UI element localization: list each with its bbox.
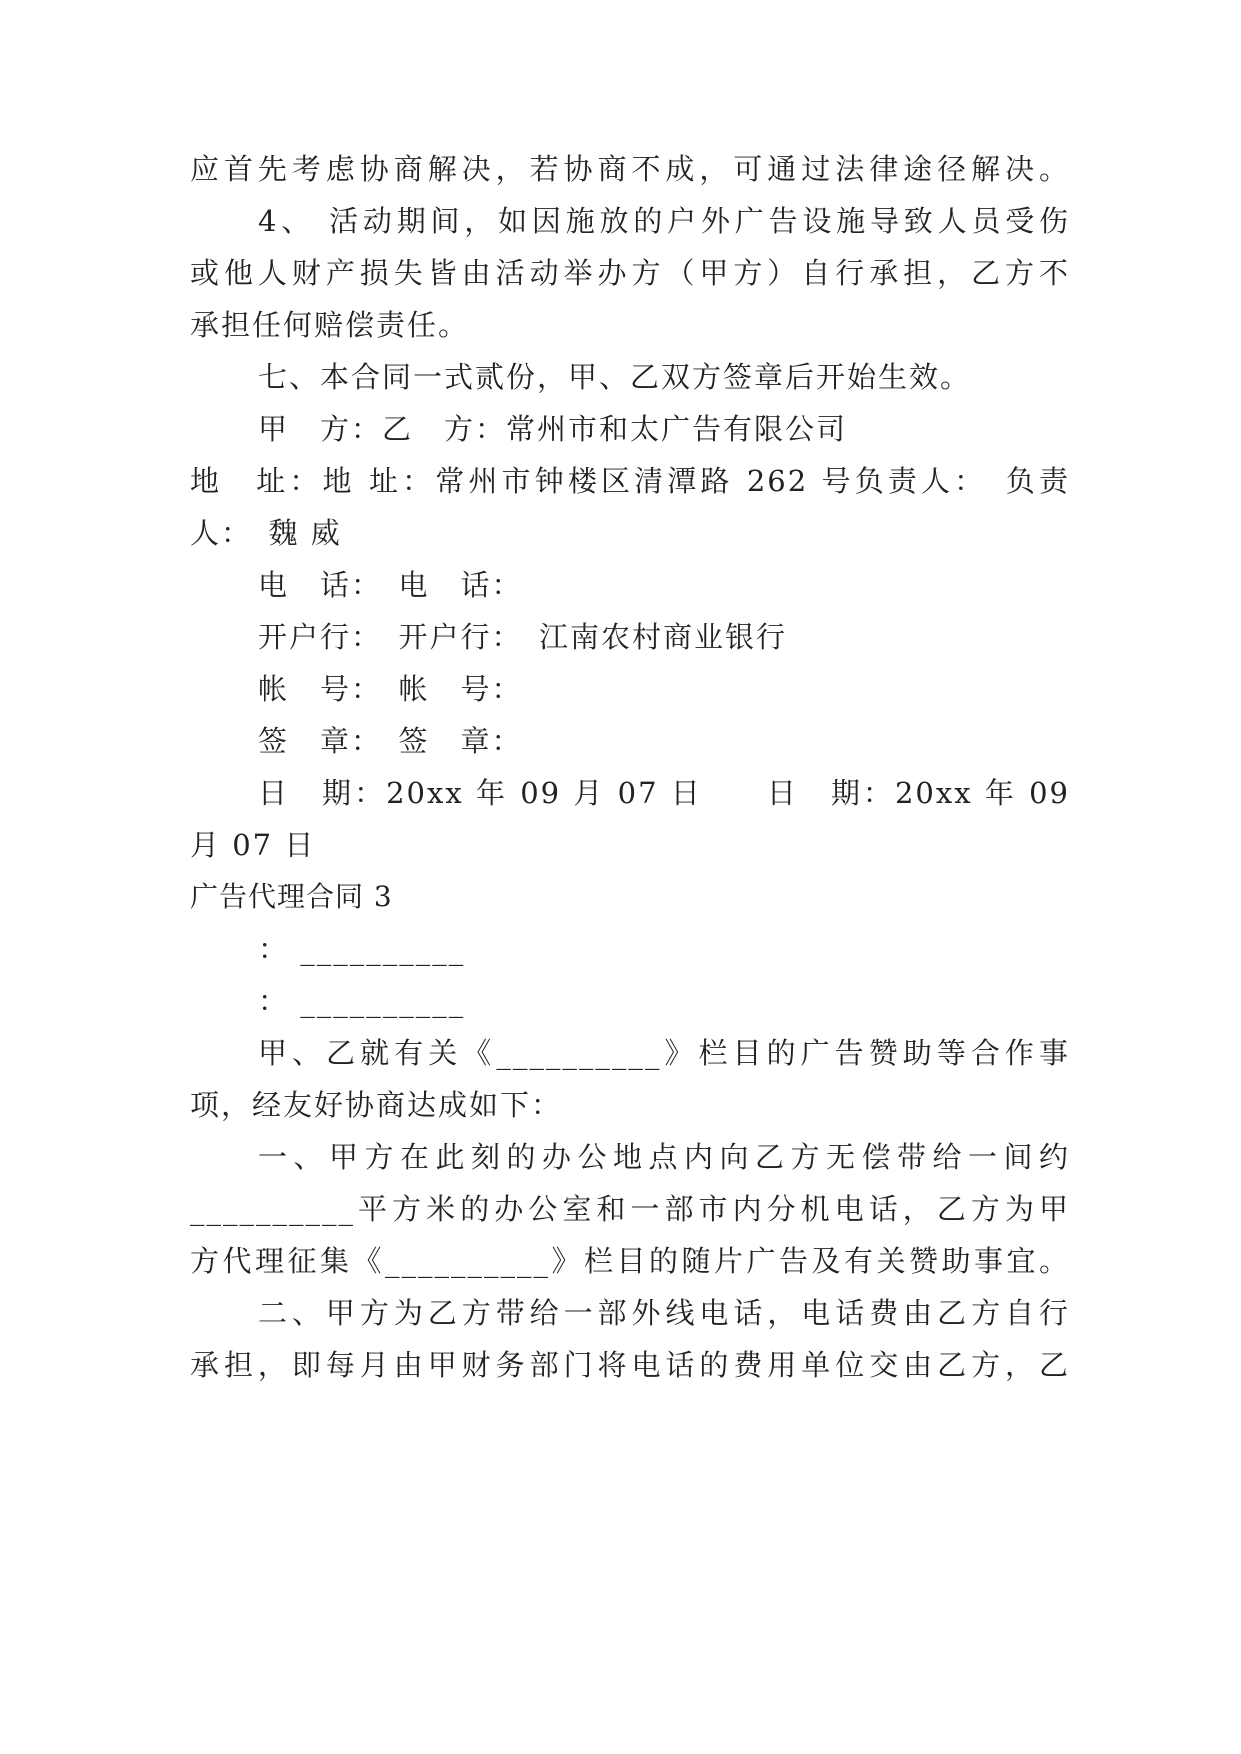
paragraph-line: 电 话： 电 话： [258, 568, 523, 602]
paragraph-line: 地 址：地 址：常州市钟楼区清潭路 262 号负责人： 负责 [190, 464, 1070, 498]
paragraph-line: 七、本合同一式贰份，甲、乙双方签章后开始生效。 [258, 360, 972, 394]
paragraph-line: 日 期：20xx 年 09 月 07 日 日 期：20xx 年 09 [258, 776, 1070, 810]
paragraph-line: 或他人财产损失皆由活动举办方（甲方）自行承担，乙方不 [190, 256, 1070, 290]
paragraph-line: 甲、乙就有关《__________》栏目的广告赞助等合作事 [258, 1036, 1070, 1070]
blank-field-line: ： __________ [258, 932, 466, 966]
section-title: 广告代理合同 3 [190, 880, 393, 913]
paragraph-line: 承担，即每月由甲财务部门将电话的费用单位交由乙方，乙 [190, 1348, 1070, 1382]
paragraph-line: 签 章： 签 章： [258, 724, 523, 758]
paragraph-line: 甲 方：乙 方：常州市和太广告有限公司 [258, 412, 848, 446]
paragraph-line: 开户行： 开户行： 江南农村商业银行 [258, 620, 788, 654]
paragraph-line: 项，经友好协商达成如下： [190, 1088, 563, 1122]
paragraph-line: 月 07 日 [190, 828, 316, 862]
paragraph-line: 4、 活动期间，如因施放的户外广告设施导致人员受伤 [258, 204, 1070, 238]
blank-field-line: ： __________ [258, 984, 466, 1018]
paragraph-line: 应首先考虑协商解决，若协商不成，可通过法律途径解决。 [190, 152, 1070, 186]
paragraph-line: 一、甲方在此刻的办公地点内向乙方无偿带给一间约 [258, 1140, 1070, 1174]
paragraph-line: 帐 号： 帐 号： [258, 672, 523, 706]
paragraph-line: 方代理征集《__________》栏目的随片广告及有关赞助事宜。 [190, 1244, 1070, 1278]
paragraph-line: 承担任何赔偿责任。 [190, 308, 470, 342]
paragraph-line: 二、甲方为乙方带给一部外线电话，电话费由乙方自行 [258, 1296, 1070, 1330]
paragraph-line: 人： 魏 威 [190, 516, 342, 550]
paragraph-line: __________平方米的办公室和一部市内分机电话，乙方为甲 [190, 1192, 1070, 1226]
